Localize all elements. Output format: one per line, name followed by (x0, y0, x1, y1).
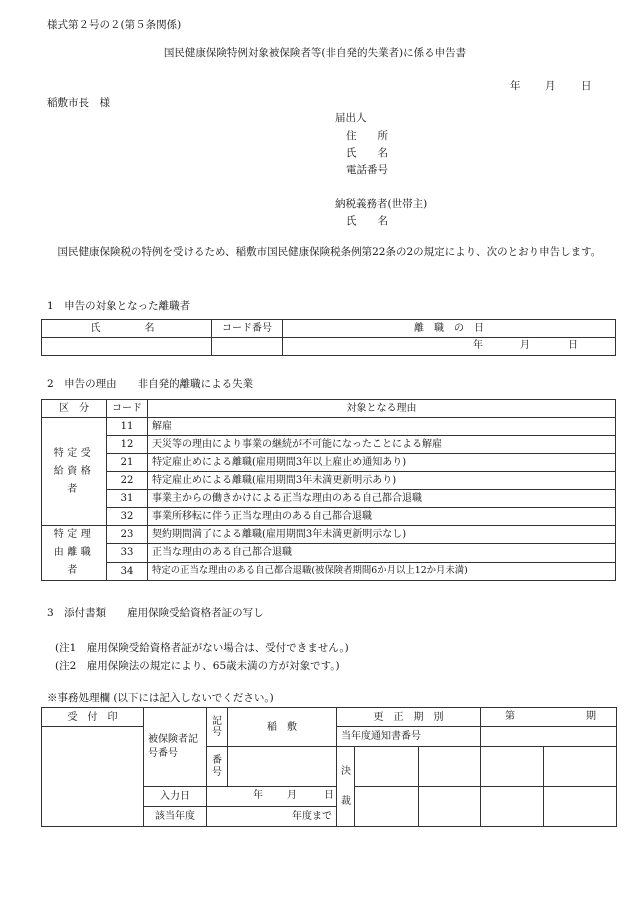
reason-text: 解雇 (148, 418, 616, 436)
reason-code: 22 (107, 472, 148, 490)
col-code: コード番号 (212, 320, 283, 338)
kigou-label: 記号 (207, 708, 228, 747)
reason-code: 21 (107, 454, 148, 472)
receipt-stamp-area (42, 727, 144, 827)
note-1: (注1 雇用保険受給資格者証がない場合は、受付できません。) (55, 642, 349, 654)
taxpayer-heading: 納税義務者(世帯主) (335, 198, 428, 210)
insured-no-label: 被保険者記号番号 (144, 708, 207, 787)
office-heading: ※事務処理欄 (以下には記入しないでください。) (47, 692, 274, 704)
col-reason: 対象となる理由 (148, 400, 616, 418)
reason-code: 11 (107, 418, 148, 436)
approval-box (481, 747, 544, 787)
reason-text: 正当な理由のある自己都合退職 (148, 544, 616, 562)
section2-heading: 2 申告の理由 非自発的離職による失業 (47, 378, 254, 390)
taxpayer-name-label: 氏 名 (346, 215, 388, 227)
date-day: 日 (581, 80, 592, 92)
col-date: 離 職 の 日 (283, 320, 616, 338)
reason-code: 33 (107, 544, 148, 562)
koushin-label: 更 正 期 別 (337, 708, 481, 727)
approval-box (544, 747, 617, 787)
kessai-label: 決裁 (337, 747, 355, 827)
approval-box (419, 787, 481, 827)
reason-code: 23 (107, 526, 148, 544)
reason-text: 特定雇止めによる離職(雇用期間3年以上雇止め通知あり) (148, 454, 616, 472)
approval-box (481, 787, 544, 827)
code-cell[interactable] (212, 338, 283, 356)
period-cell: 第 期 (481, 708, 617, 727)
section1-heading: 1 申告の対象となった離職者 (47, 300, 191, 312)
applicant-phone-label: 電話番号 (346, 164, 388, 176)
sep-day: 日 (568, 340, 578, 351)
approval-box (355, 747, 419, 787)
reason-text: 事業所移転に伴う正当な理由のある自己都合退職 (148, 508, 616, 526)
approval-box (419, 747, 481, 787)
page-title: 国民健康保険特例対象被保険者等(非自発的失業者)に係る申告書 (163, 47, 467, 59)
input-date-label: 入力日 (144, 787, 207, 807)
reason-text: 契約期間満了による離職(雇用期間3年未満更新明示なし) (148, 526, 616, 544)
notice-no-label: 当年度通知書番号 (337, 727, 481, 747)
bangou-label: 番号 (207, 747, 228, 787)
group-specific-eligible: 特定受給資格者 (42, 418, 107, 526)
office-table (41, 707, 617, 827)
reason-code: 34 (107, 562, 148, 580)
notice-no-value (481, 727, 617, 747)
applicant-name-label: 氏 名 (346, 147, 388, 159)
fiscal-value: 年度まで (207, 807, 337, 827)
intro-text: 国民健康保険税の特例を受けるため、稲敷市国民健康保険税条例第22条の2の規定により、次のとおり申告します。 (57, 246, 602, 258)
reason-table (41, 399, 616, 581)
applicant-heading: 届出人 (335, 112, 367, 124)
city-label: 稲 敷 (228, 708, 337, 747)
form-id: 様式第２号の２(第５条関係) (47, 19, 182, 31)
applicant-address-label: 住 所 (346, 130, 388, 142)
reason-text: 事業主からの働きかけによる正当な理由のある自己都合退職 (148, 490, 616, 508)
bangou-value (228, 747, 337, 787)
addressee: 稲敷市長 様 (47, 97, 110, 109)
fiscal-label: 該当年度 (144, 807, 207, 827)
reason-code: 32 (107, 508, 148, 526)
date-cell[interactable] (283, 338, 616, 356)
date-month: 月 (545, 80, 556, 92)
input-date-value: 年 月 日 (207, 787, 337, 807)
reason-text: 特定雇止めによる離職(雇用期間3年未満更新明示あり) (148, 472, 616, 490)
date-year: 年 (510, 80, 521, 92)
reason-text: 特定の正当な理由のある自己都合退職(被保険者期間6か月以上12か月未満) (148, 562, 616, 580)
approval-box (544, 787, 617, 827)
sep-year: 年 (473, 340, 483, 351)
receipt-stamp-label: 受 付 印 (42, 708, 144, 727)
reason-code: 12 (107, 436, 148, 454)
col-category: 区 分 (42, 400, 107, 418)
section3-heading: 3 添付書類 雇用保険受給資格者証の写し (47, 607, 264, 619)
reason-text: 天災等の理由により事業の継続が不可能になったことによる解雇 (148, 436, 616, 454)
name-cell[interactable] (42, 338, 212, 356)
sep-month: 月 (520, 340, 530, 351)
reason-code: 31 (107, 490, 148, 508)
group-specific-reason: 特定理由離職者 (42, 526, 107, 581)
col-name: 氏 名 (42, 320, 212, 338)
note-2: (注2 雇用保険法の規定により、65歳未満の方が対象です。) (55, 660, 340, 672)
approval-box (355, 787, 419, 827)
separation-table (41, 319, 616, 356)
col-reason-code: コード (107, 400, 148, 418)
